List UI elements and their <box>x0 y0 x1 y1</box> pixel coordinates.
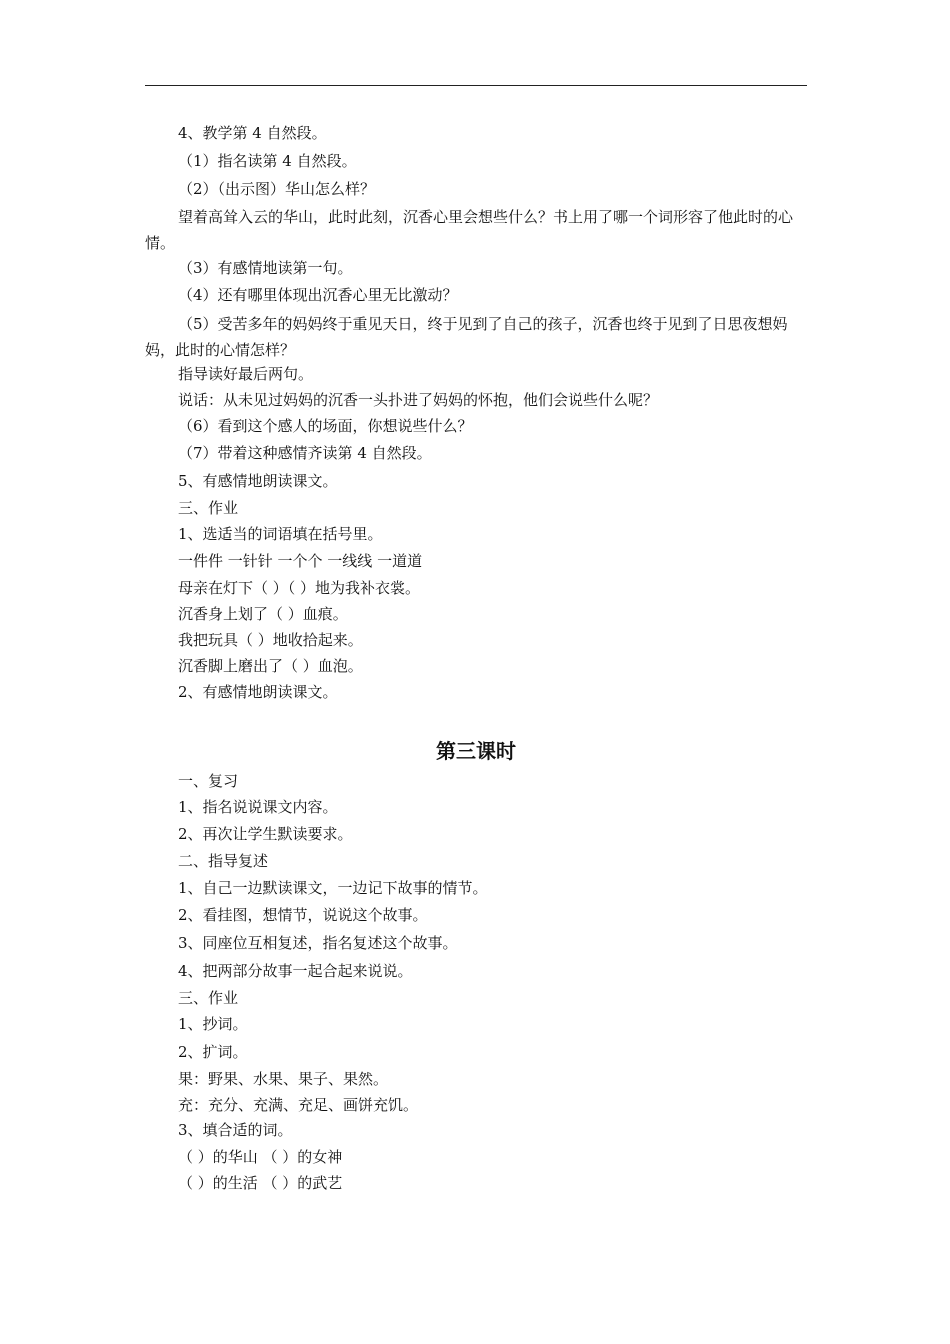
text-line: 三、作业 <box>178 989 239 1007</box>
text-line: （7）带着这种感情齐读第 4 自然段。 <box>178 444 432 462</box>
text-line: 2、再次让学生默读要求。 <box>178 825 353 843</box>
paragraph: （5）受苦多年的妈妈终于重见天日，终于见到了自己的孩子，沉香也终于见到了日思夜想妈妈，此时的心情怎样？ <box>145 315 788 359</box>
text-line: （ ）的华山 （ ）的女神 <box>178 1148 343 1166</box>
section-heading: 第三课时 <box>436 739 516 763</box>
text-line: 充：充分、充满、充足、画饼充饥。 <box>178 1096 419 1114</box>
text-line: 1、选适当的词语填在括号里。 <box>178 525 383 543</box>
text-line: 3、同座位互相复述，指名复述这个故事。 <box>178 934 458 952</box>
text-line: （6）看到这个感人的场面，你想说些什么？ <box>178 417 473 435</box>
text-line: 说话：从未见过妈妈的沉香一头扑进了妈妈的怀抱，他们会说些什么呢？ <box>178 391 659 409</box>
text-line: （3）有感情地读第一句。 <box>178 259 353 277</box>
text-line: 2、有感情地朗读课文。 <box>178 683 338 701</box>
text-line: 1、指名说说课文内容。 <box>178 798 338 816</box>
text-line: 一件件 一针针 一个个 一线线 一道道 <box>178 552 423 570</box>
text-line: 沉香脚上磨出了（ ）血泡。 <box>178 657 363 675</box>
text-line: 沉香身上划了（ ）血痕。 <box>178 605 348 623</box>
text-line: 5、有感情地朗读课文。 <box>178 472 338 490</box>
text-line: 三、作业 <box>178 499 239 517</box>
text-line: （1）指名读第 4 自然段。 <box>178 152 357 170</box>
text-line: （2）（出示图）华山怎么样？ <box>178 180 376 198</box>
text-line: 1、自己一边默读课文，一边记下故事的情节。 <box>178 879 488 897</box>
paragraph: 望着高耸入云的华山，此时此刻，沉香心里会想些什么？书上用了哪一个词形容了他此时的心情。 <box>145 208 794 252</box>
text-line: 果：野果、水果、果子、果然。 <box>178 1070 389 1088</box>
text-line: 3、填合适的词。 <box>178 1121 293 1139</box>
text-line: （4）还有哪里体现出沉香心里无比激动？ <box>178 286 458 304</box>
text-line: 2、看挂图，想情节，说说这个故事。 <box>178 906 428 924</box>
text-line: 1、抄词。 <box>178 1015 248 1033</box>
text-line: 一、复习 <box>178 772 239 790</box>
text-line: 我把玩具（ ）地收拾起来。 <box>178 631 363 649</box>
text-line: 指导读好最后两句。 <box>178 365 314 383</box>
text-line: （ ）的生活 （ ）的武艺 <box>178 1174 343 1192</box>
text-line: 母亲在灯下（ ）（ ）地为我补衣裳。 <box>178 579 421 597</box>
text-line: 4、把两部分故事一起合起来说说。 <box>178 962 413 980</box>
text-line: 4、教学第 4 自然段。 <box>178 124 327 142</box>
header-rule <box>145 85 807 86</box>
text-line: 二、指导复述 <box>178 852 269 870</box>
text-line: 2、扩词。 <box>178 1043 248 1061</box>
